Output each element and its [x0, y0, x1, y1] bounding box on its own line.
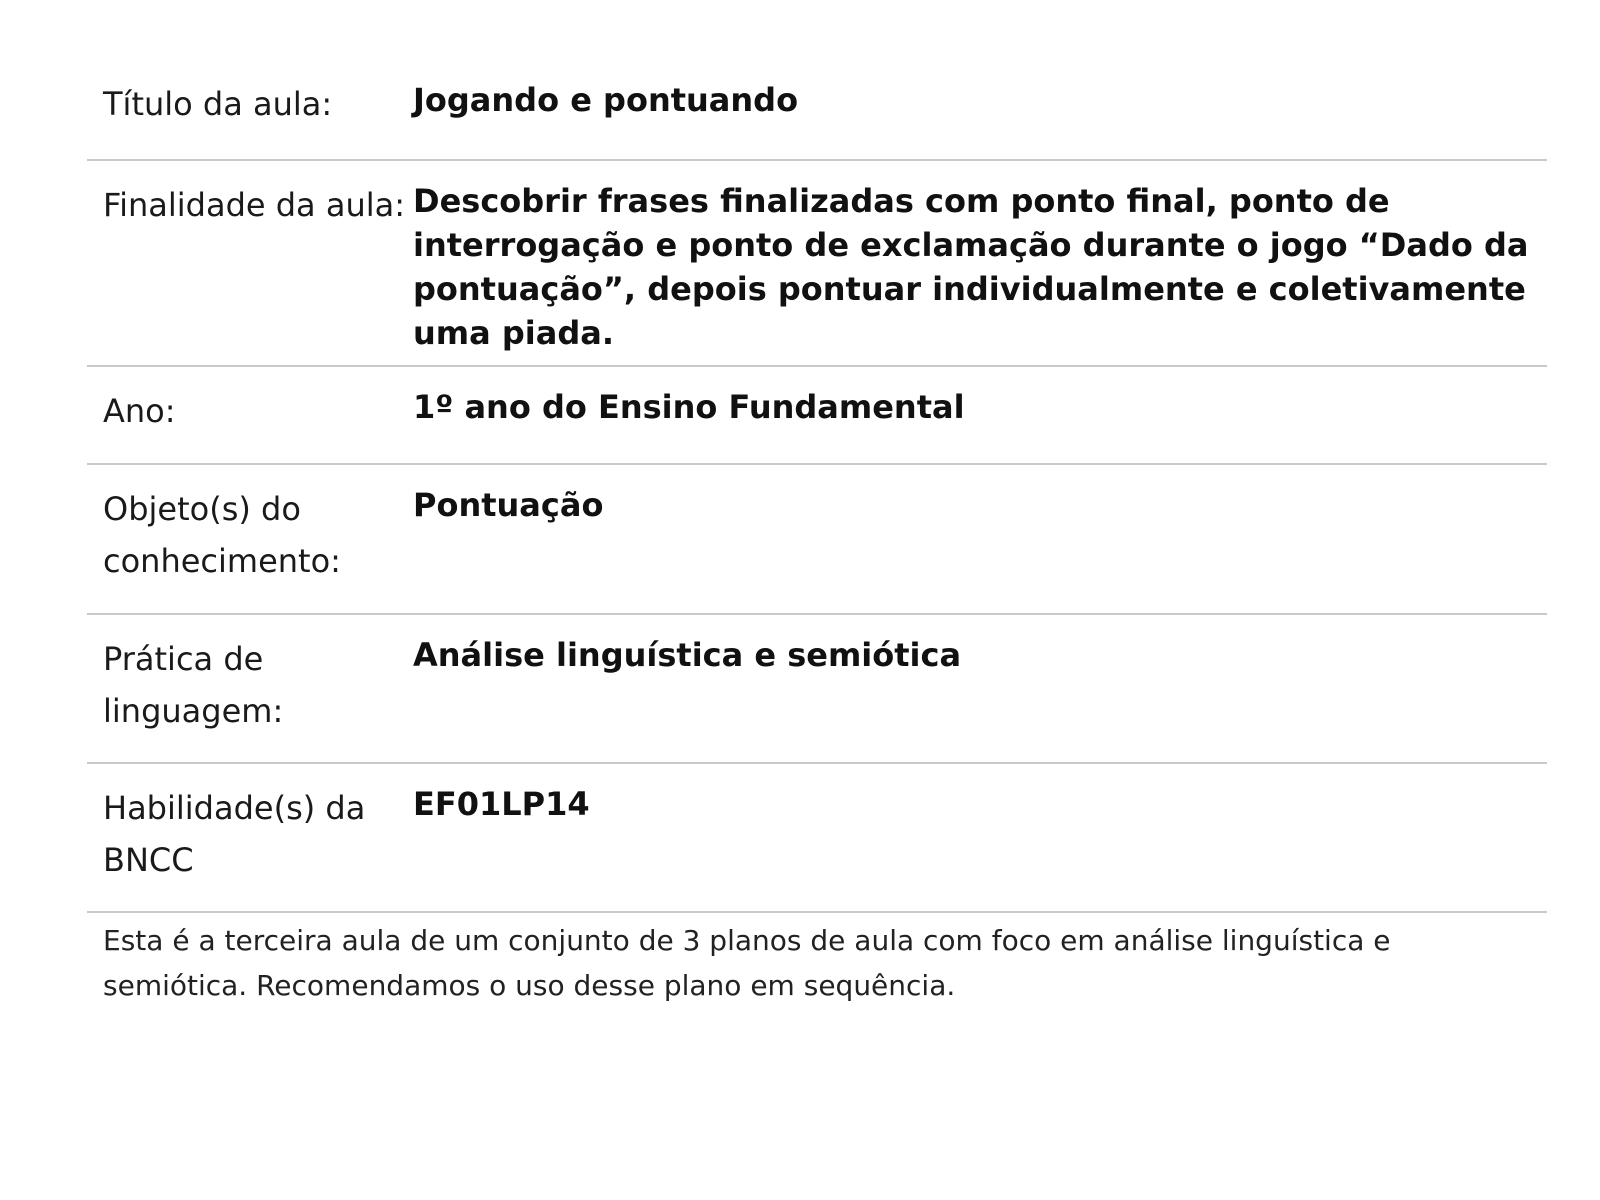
lesson-title-value: Jogando e pontuando — [413, 81, 799, 119]
school-year-label: Ano: — [103, 392, 176, 430]
language-practice-label: Prática de linguagem: — [103, 640, 284, 730]
knowledge-objects-value: Pontuação — [413, 486, 604, 524]
row-lesson-purpose — [87, 161, 1547, 367]
bncc-skills-value: EF01LP14 — [413, 785, 590, 823]
row-knowledge-objects — [87, 465, 1547, 615]
bncc-skills-label: Habilidade(s) da BNCC — [103, 789, 366, 879]
lesson-purpose-value: Descobrir frases finalizadas com ponto final, ponto de interrogação e ponto de exclamação durante o jogo “Dado da pontuação”, depois pontuar individualmente e coletivamente uma piada. — [413, 182, 1529, 352]
lesson-info-table — [87, 60, 1547, 913]
language-practice-value: Análise linguística e semiótica — [413, 636, 962, 674]
lesson-title-label: Título da aula: — [103, 85, 333, 123]
lesson-purpose-label: Finalidade da aula: — [103, 186, 405, 224]
school-year-value: 1º ano do Ensino Fundamental — [413, 388, 965, 426]
row-language-practice — [87, 615, 1547, 764]
row-lesson-title — [87, 60, 1547, 161]
knowledge-objects-label: Objeto(s) do conhecimento: — [103, 490, 341, 580]
sequence-note: Esta é a terceira aula de um conjunto de 3 planos de aula com foco em análise linguística e semiótica. Recomendamos o uso desse plano em sequência. — [103, 924, 1391, 1002]
row-bncc-skills — [87, 764, 1547, 913]
row-school-year — [87, 367, 1547, 465]
